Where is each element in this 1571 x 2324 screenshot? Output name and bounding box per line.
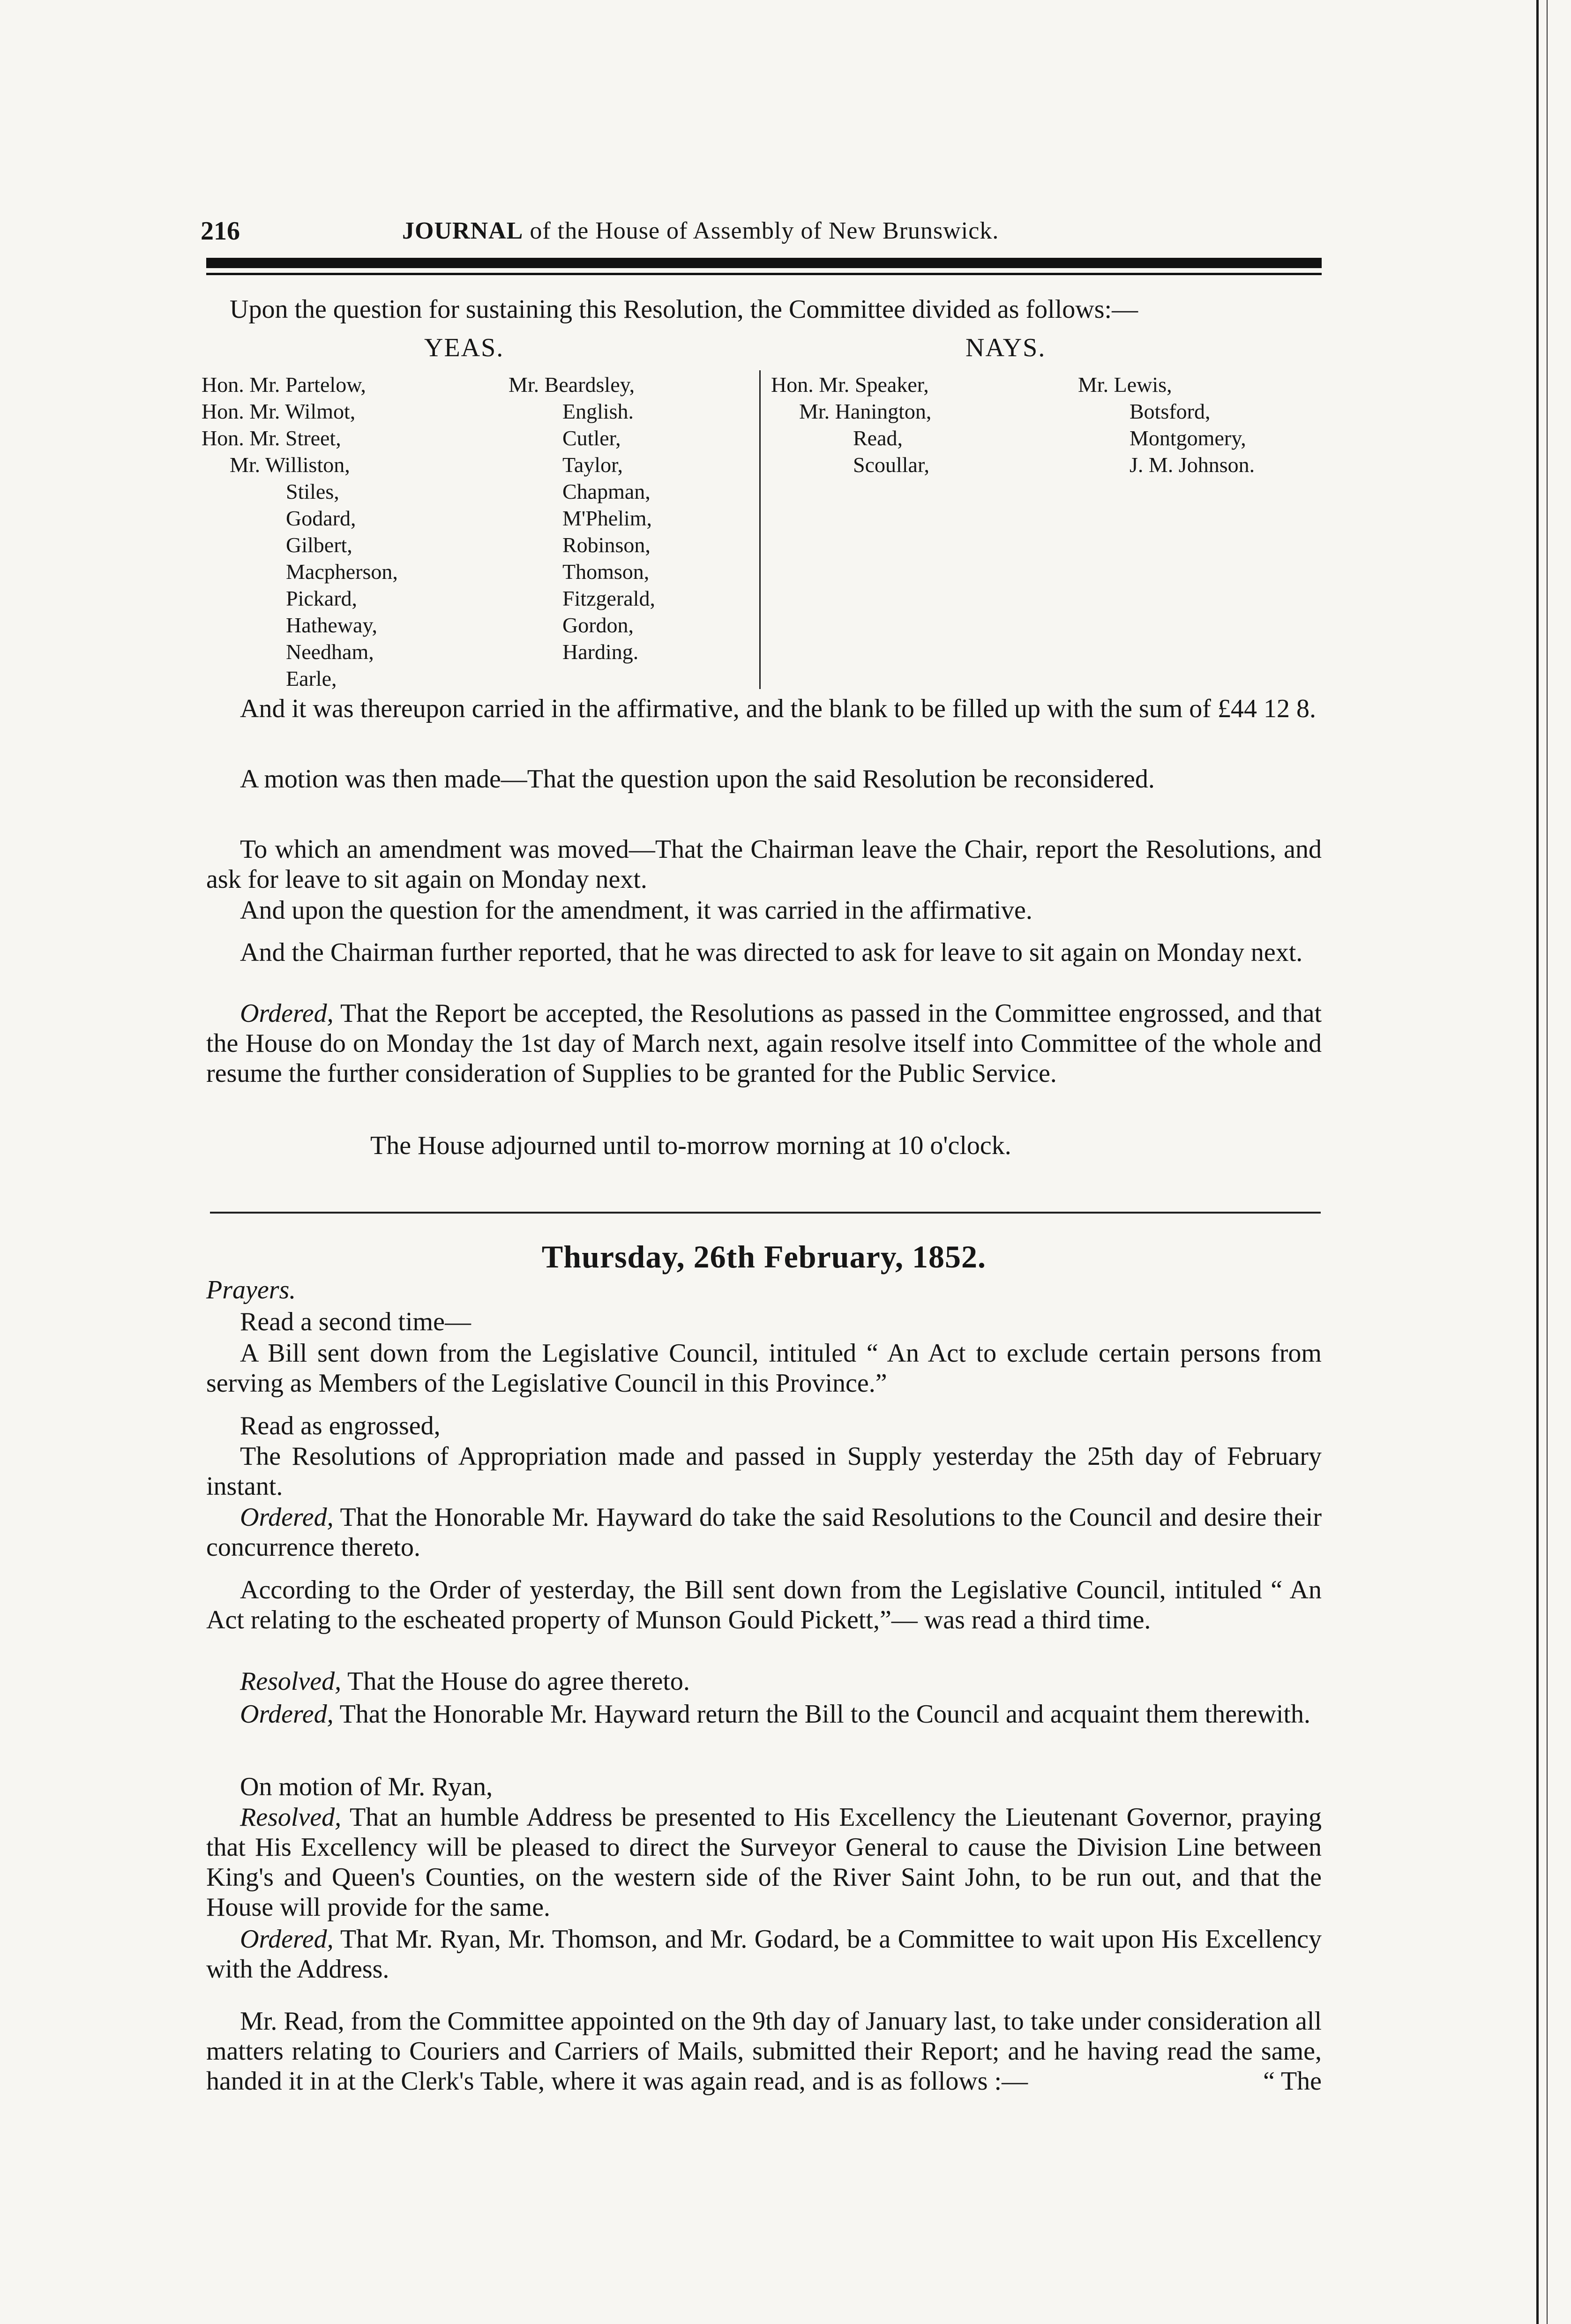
couriers-report-text: Mr. Read, from the Committee appointed on the 9th day of January last, to take under consideration all matters relating to Couriers and Carriers of Mails, submitted their Report; and he having read the same, handed it in at the Clerk's Table, where it was again read, and is as follows :— — [206, 2007, 1322, 2096]
paragraph-amendment: To which an amendment was moved—That the Chairman leave the Chair, report the Resolutions, and ask for leave to sit again on Monday next. — [206, 835, 1322, 894]
ordered-label: Ordered, — [240, 1925, 334, 1954]
prayers-label: Prayers. — [206, 1275, 296, 1304]
voter-name: Chapman, — [562, 480, 651, 503]
header-rule-thin — [206, 273, 1322, 275]
header-rule-thick — [206, 258, 1322, 268]
division-intro: Upon the question for sustaining this Resolution, the Committee divided as follows:— — [230, 295, 1138, 324]
paragraph-return-bill — [206, 1699, 1322, 1729]
ordered-text: That the Honorable Mr. Hayward do take the said Resolutions to the Council and desire their concurrence thereto. — [206, 1503, 1322, 1562]
voter-name: Godard, — [286, 506, 356, 530]
nays-column-2 — [1078, 371, 1255, 478]
date-heading: Thursday, 26th February, 1852. — [541, 1239, 987, 1274]
ordered-text: That Mr. Ryan, Mr. Thomson, and Mr. Godard, be a Committee to wait upon His Excellency with the Address. — [206, 1925, 1322, 1984]
running-header — [201, 215, 1325, 247]
voter-name: M'Phelim, — [562, 506, 652, 530]
voter-name: Macpherson, — [286, 560, 398, 584]
voter-name: Earle, — [286, 667, 337, 690]
ordered-text: That the Honorable Mr. Hayward return the Bill to the Council and acquaint them therewith. — [333, 1700, 1311, 1729]
page-edge-line-inner — [1547, 0, 1548, 2324]
ordered-label: Ordered, — [240, 1700, 334, 1729]
paragraph-bill-exclude-persons: A Bill sent down from the Legislative Council, intituled “ An Act to exclude certain persons from serving as Members of the Legislative Council in this Province.” — [206, 1339, 1322, 1398]
voter-name: Pickard, — [286, 586, 358, 610]
voter-name: Scoullar, — [853, 453, 929, 477]
voter-name: Gilbert, — [286, 533, 352, 557]
voter-name: Hon. Mr. Wilmot, — [202, 399, 356, 423]
yeas-heading: YEAS. — [424, 333, 504, 362]
vote-column-divider — [759, 370, 761, 689]
paragraph-couriers-report — [206, 2006, 1322, 2096]
page-number: 216 — [201, 217, 240, 246]
paragraph-hayward-resolutions — [206, 1502, 1322, 1562]
voter-name: Mr. Williston, — [230, 453, 350, 477]
voter-name: Robinson, — [562, 533, 651, 557]
voter-name: Hon. Mr. Speaker, — [771, 373, 929, 397]
voter-name: Mr. Beardsley, — [509, 373, 635, 397]
voter-name: Botsford, — [1130, 399, 1211, 423]
paragraph-report-ordered — [206, 998, 1322, 1088]
resolved-text: That the House do agree thereto. — [341, 1667, 690, 1696]
voter-name: Montgomery, — [1130, 426, 1246, 450]
paragraph-adjournment: The House adjourned until to-morrow morning at 10 o'clock. — [370, 1131, 1011, 1160]
section-divider — [210, 1212, 1321, 1214]
paragraph-chairman-report: And the Chairman further reported, that he was directed to ask for leave to sit again on Monday next. — [240, 938, 1303, 967]
voter-name: Hatheway, — [286, 613, 377, 637]
resolved-label: Resolved, — [240, 1667, 342, 1696]
paragraph-affirmative-sum: And it was thereupon carried in the affirmative, and the blank to be filled up with the sum of £44 12 8. — [240, 694, 1316, 723]
voter-name: Taylor, — [562, 453, 623, 477]
catchword: “ The — [1263, 2067, 1322, 2096]
voter-name: Gordon, — [562, 613, 634, 637]
paragraph-motion-ryan: On motion of Mr. Ryan, — [240, 1772, 493, 1801]
voter-name: J. M. Johnson. — [1130, 453, 1255, 477]
resolved-text: That an humble Address be presented to His Excellency the Lieutenant Governor, praying that His Excellency will be pleased to direct the Surveyor General to cause the Division Line between King's and Queen's Counties, on the western side of the River Saint John, to be run out, and that the House will provide for the same. — [206, 1803, 1322, 1922]
journal-word: JOURNAL — [402, 217, 524, 244]
voter-name: Hon. Mr. Street, — [202, 426, 341, 450]
paragraph-read-engrossed: Read as engrossed, — [240, 1411, 441, 1440]
journal-title-rest: of the House of Assembly of New Brunswick. — [530, 217, 999, 244]
paragraph-read-second-time: Read a second time— — [240, 1307, 471, 1336]
voter-name: Cutler, — [562, 426, 621, 450]
paragraph-appropriation-resolutions: The Resolutions of Appropriation made and passed in Supply yesterday the 25th day of February instant. — [206, 1442, 1322, 1501]
paragraph-pickett-bill: According to the Order of yesterday, the Bill sent down from the Legislative Council, intituled “ An Act relating to the escheated property of Munson Gould Pickett,”— was read a third time. — [206, 1575, 1322, 1634]
paragraph-committee-address — [206, 1924, 1322, 1984]
voter-name: Mr. Hanington, — [799, 399, 932, 423]
page-edge-line — [1536, 0, 1539, 2324]
nays-heading: NAYS. — [965, 333, 1046, 362]
ordered-label: Ordered, — [240, 1503, 334, 1532]
journal-title — [402, 215, 999, 247]
voter-name: Read, — [853, 426, 903, 450]
yeas-column-2 — [509, 371, 655, 665]
voter-name: Stiles, — [286, 480, 339, 503]
paragraph-humble-address — [206, 1802, 1322, 1922]
ordered-label: Ordered, — [240, 999, 334, 1028]
voter-name: Needham, — [286, 640, 374, 664]
nays-column-1 — [771, 371, 931, 478]
voter-name: Hon. Mr. Partelow, — [202, 373, 366, 397]
voter-name: Harding. — [562, 640, 639, 664]
resolved-label: Resolved, — [240, 1803, 342, 1832]
paragraph-amendment-carried: And upon the question for the amendment, it was carried in the affirmative. — [240, 896, 1032, 925]
paragraph-resolved-agree — [206, 1666, 1322, 1696]
voter-name: Fitzgerald, — [562, 586, 655, 610]
yeas-column-1 — [202, 371, 398, 692]
voter-name: English. — [562, 399, 634, 423]
ordered-text: That the Report be accepted, the Resolutions as passed in the Committee engrossed, and that the House do on Monday the 1st day of March next, again resolve itself into Committee of the whole and resume the further consideration of Supplies to be granted for the Public Service. — [206, 999, 1322, 1088]
paragraph-motion-reconsider: A motion was then made—That the question upon the said Resolution be reconsidered. — [240, 765, 1155, 794]
voter-name: Mr. Lewis, — [1078, 373, 1172, 397]
voter-name: Thomson, — [562, 560, 650, 584]
